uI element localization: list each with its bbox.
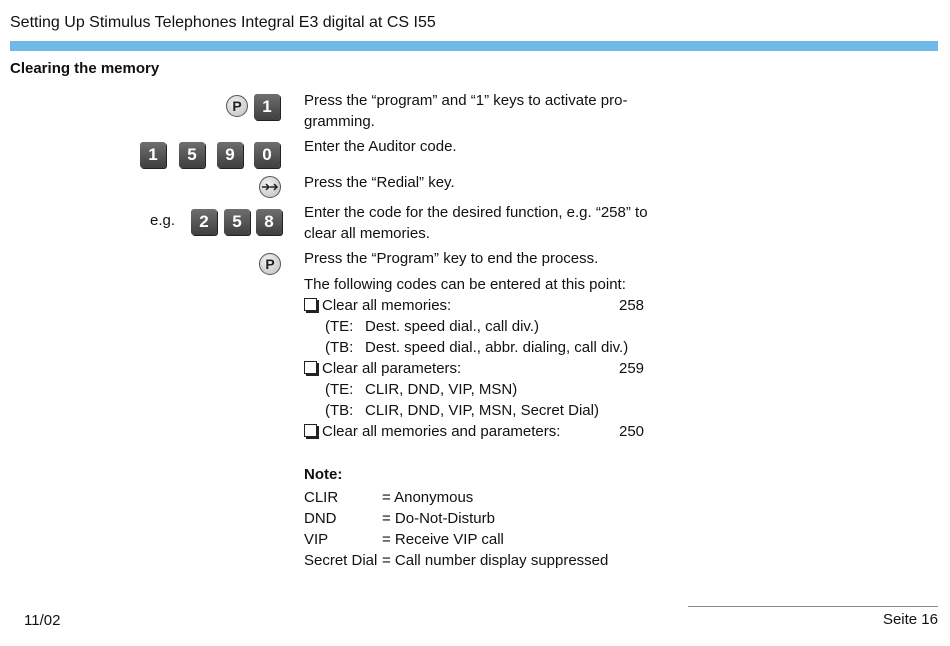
note-item — [304, 529, 504, 550]
detail-tag: (TE: — [325, 318, 354, 335]
code-detail — [325, 379, 517, 400]
note-item — [304, 550, 608, 571]
code-value: 250 — [619, 423, 645, 440]
redial-arrows-icon — [261, 182, 279, 192]
digit-key-icon: 5 — [179, 142, 205, 168]
code-detail — [325, 337, 628, 358]
note-heading: Note: — [304, 466, 343, 483]
step-text: Press the “Redial” key. — [304, 174, 455, 191]
codes-intro: The following codes can be entered at this point: — [304, 276, 626, 293]
code-detail — [325, 400, 599, 421]
digit-key-icon: 1 — [140, 142, 166, 168]
note-def: = Call number display suppressed — [382, 552, 609, 569]
note-def: = Do-Not-Disturb — [382, 510, 495, 527]
footer-date: 11/02 — [24, 612, 61, 629]
program-key-icon: P — [259, 253, 281, 275]
footer-divider — [688, 606, 938, 607]
program-key-icon: P — [226, 95, 248, 117]
code-item — [304, 421, 560, 442]
section-title: Clearing the memory — [10, 60, 160, 77]
redial-key-icon — [259, 176, 281, 198]
digit-key-icon: 2 — [191, 209, 217, 235]
note-item — [304, 487, 473, 508]
code-item-label: Clear all parameters: — [322, 360, 462, 377]
detail-text: Dest. speed dial., call div.) — [365, 318, 539, 335]
code-item-label: Clear all memories: — [322, 297, 452, 314]
checkbox-bullet-icon — [304, 424, 317, 437]
code-item — [304, 295, 451, 316]
detail-tag: (TB: — [325, 402, 354, 419]
note-term: Secret Dial — [304, 552, 378, 569]
digit-key-icon: 0 — [254, 142, 280, 168]
detail-tag: (TE: — [325, 381, 354, 398]
code-value: 258 — [619, 297, 645, 314]
digit-key-icon: 5 — [224, 209, 250, 235]
checkbox-bullet-icon — [304, 298, 317, 311]
detail-text: CLIR, DND, VIP, MSN) — [365, 381, 518, 398]
digit-key-icon: 8 — [256, 209, 282, 235]
page-header-title: Setting Up Stimulus Telephones Integral E3 digital at CS I55 — [10, 14, 436, 31]
detail-tag: (TB: — [325, 339, 354, 356]
step-text: Enter the Auditor code. — [304, 138, 457, 155]
code-item — [304, 358, 461, 379]
digit-key-icon: 1 — [254, 94, 280, 120]
code-item-label: Clear all memories and parameters: — [322, 423, 561, 440]
note-def: = Anonymous — [382, 489, 474, 506]
step-text: Press the “program” and “1” keys to activate pro-gramming. — [304, 92, 628, 130]
note-term: CLIR — [304, 489, 339, 506]
footer-page-number: Seite 16 — [882, 611, 938, 628]
digit-key-icon: 9 — [217, 142, 243, 168]
note-def: = Receive VIP call — [382, 531, 504, 548]
note-term: DND — [304, 510, 337, 527]
checkbox-bullet-icon — [304, 361, 317, 374]
example-label: e.g. — [150, 212, 176, 229]
note-item — [304, 508, 495, 529]
note-term: VIP — [304, 531, 329, 548]
step-text: Press the “Program” key to end the process. — [304, 250, 599, 267]
step-text: Enter the code for the desired function, e.g. “258” to clear all memories. — [304, 204, 648, 242]
header-accent-bar — [10, 41, 938, 51]
code-value: 259 — [619, 360, 645, 377]
detail-text: CLIR, DND, VIP, MSN, Secret Dial) — [365, 402, 599, 419]
code-detail — [325, 316, 539, 337]
detail-text: Dest. speed dial., abbr. dialing, call div.) — [365, 339, 629, 356]
